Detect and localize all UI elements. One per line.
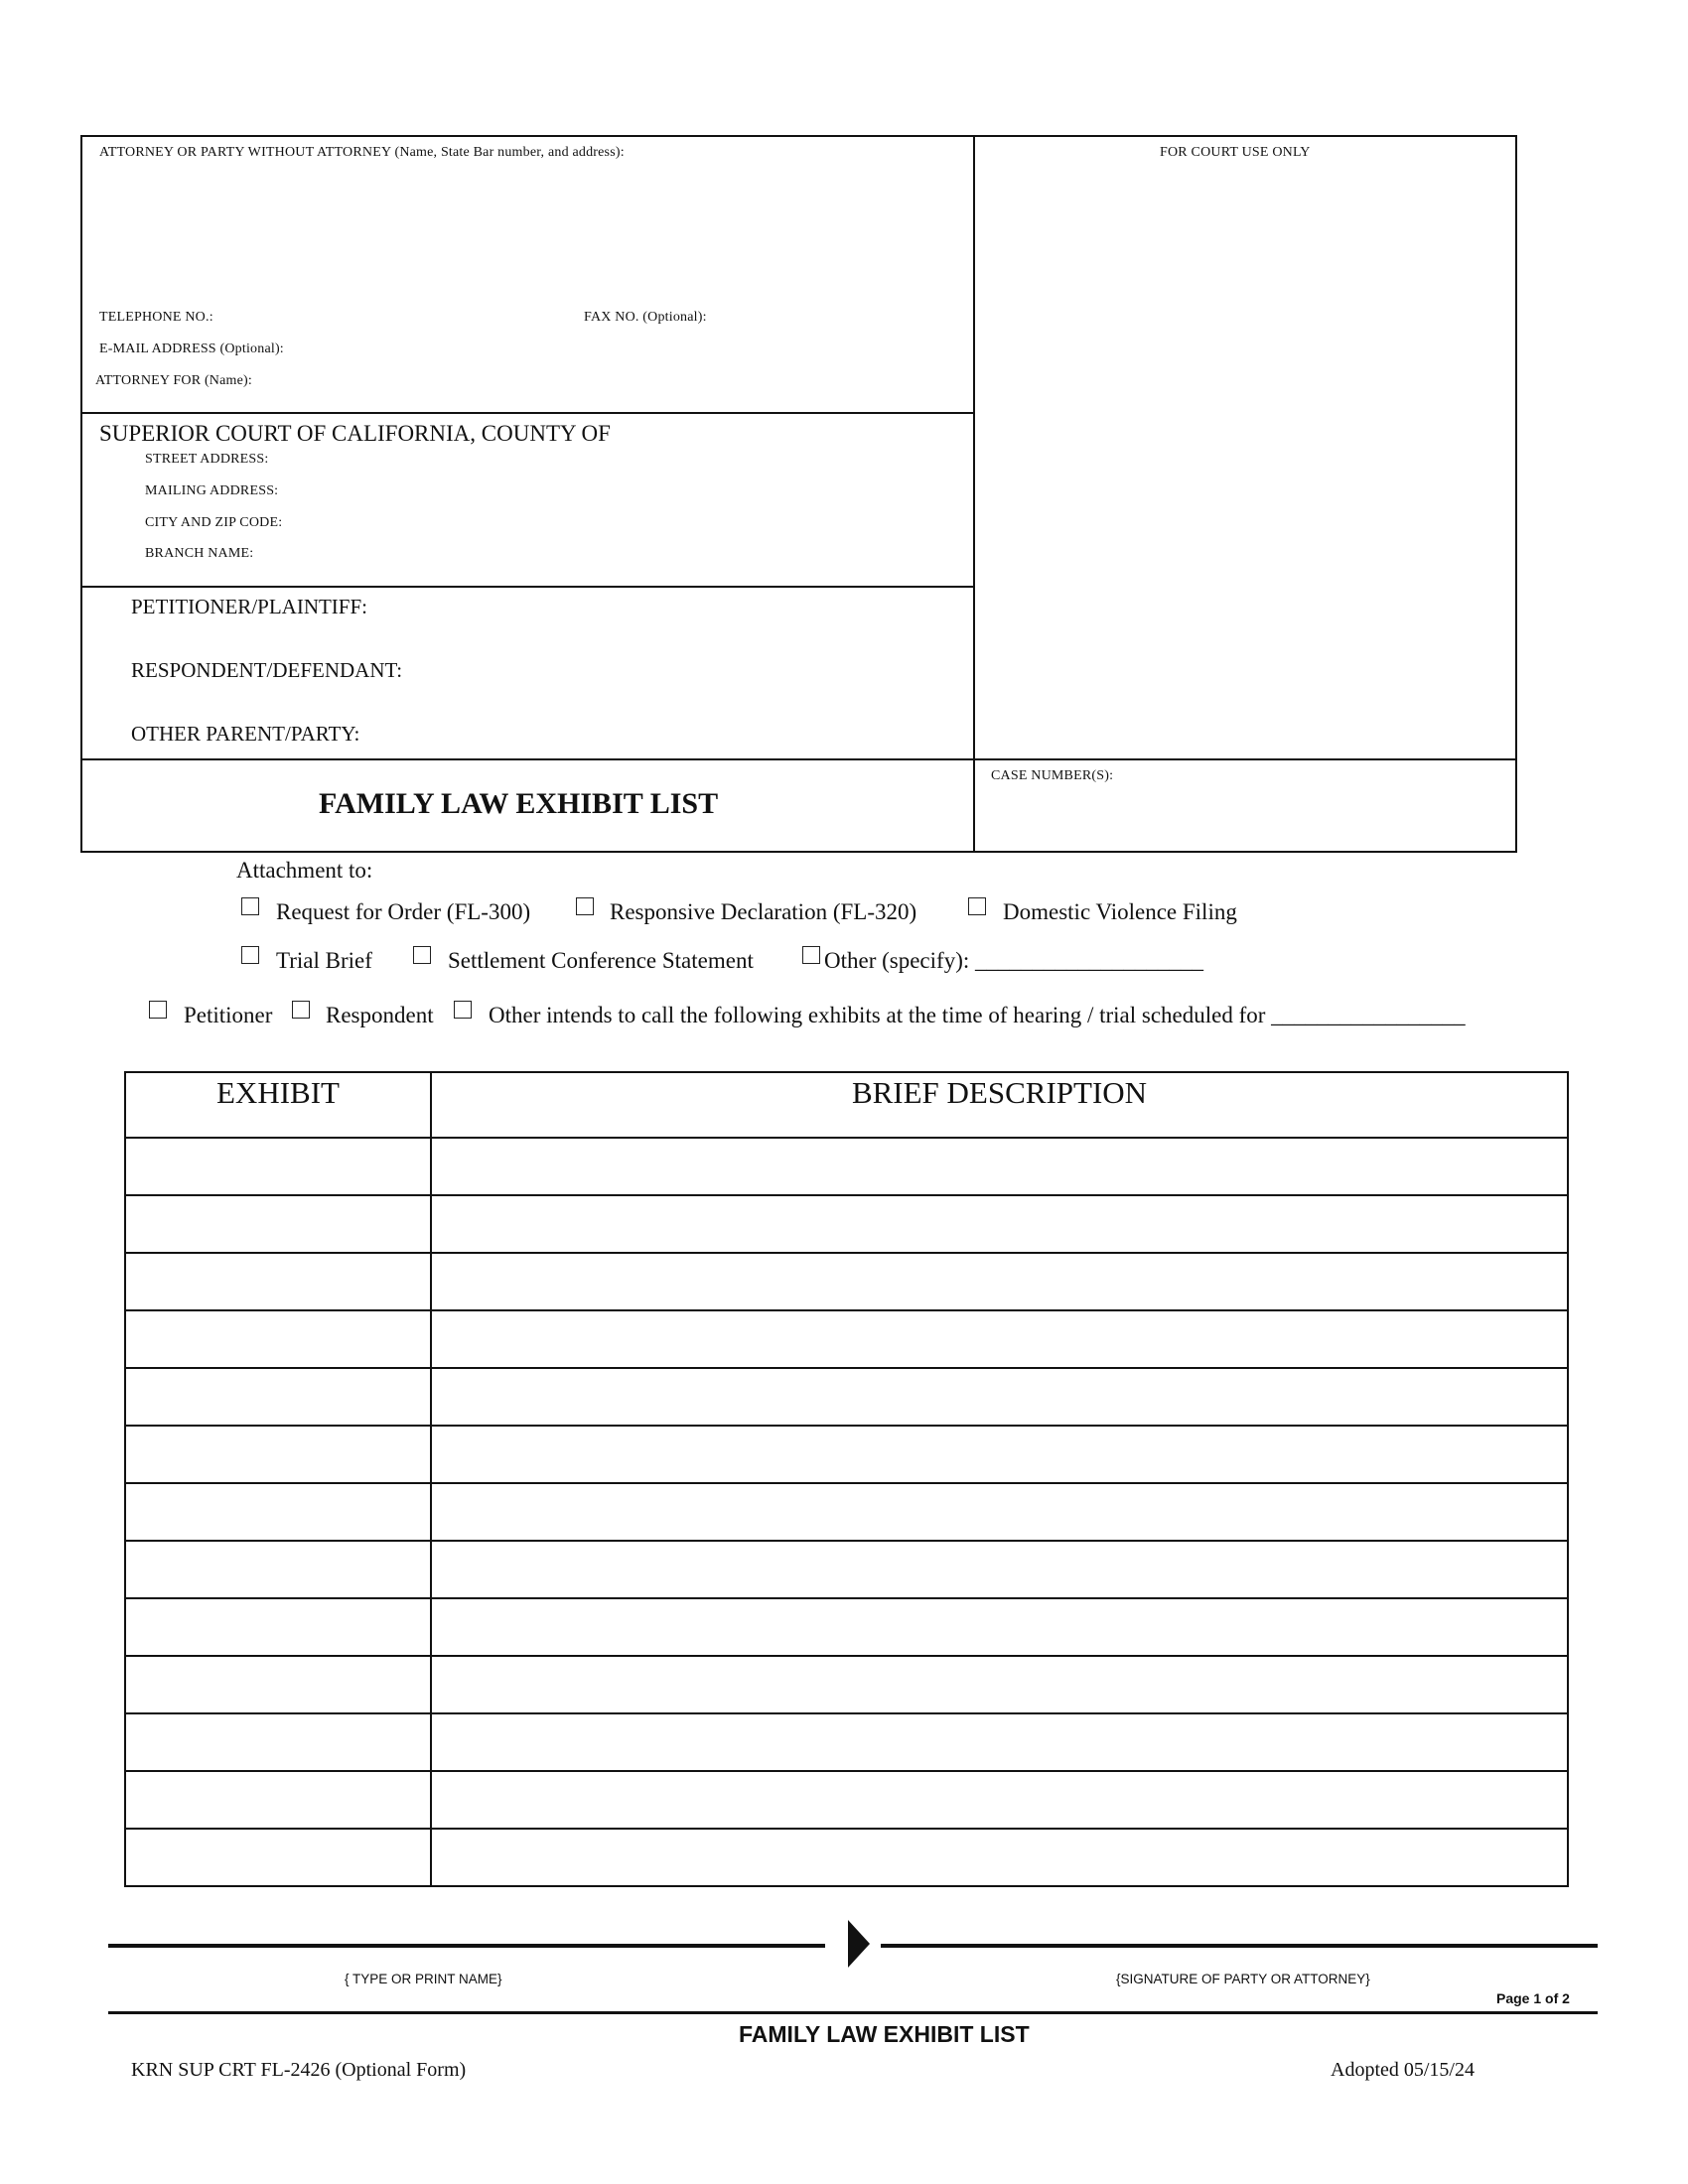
footer-title: FAMILY LAW EXHIBIT LIST <box>739 2021 1030 2047</box>
type-name-label: { TYPE OR PRINT NAME} <box>345 1972 502 1986</box>
exhibit-cell[interactable] <box>125 1310 431 1368</box>
exhibit-cell[interactable] <box>125 1829 431 1886</box>
exhibit-cell[interactable] <box>125 1713 431 1771</box>
description-cell[interactable] <box>431 1138 1568 1195</box>
checkbox-domestic-violence[interactable] <box>968 897 986 915</box>
option-settlement-conference: Settlement Conference Statement <box>448 948 754 973</box>
checkbox-responsive-declaration[interactable] <box>576 897 594 915</box>
checkbox-trial-brief[interactable] <box>241 946 259 964</box>
table-row <box>125 1771 1568 1829</box>
checkbox-other-specify[interactable] <box>802 946 820 964</box>
intent-respondent: Respondent <box>326 1003 434 1027</box>
attorney-label: ATTORNEY OR PARTY WITHOUT ATTORNEY (Name, State Bar number, and address): <box>99 145 625 160</box>
case-number-label: CASE NUMBER(S): <box>991 768 1114 783</box>
description-cell[interactable] <box>431 1483 1568 1541</box>
footer-rule <box>108 2011 1598 2014</box>
description-cell[interactable] <box>431 1310 1568 1368</box>
description-cell[interactable] <box>431 1253 1568 1310</box>
checkbox-request-for-order[interactable] <box>241 897 259 915</box>
table-row <box>125 1656 1568 1713</box>
description-cell[interactable] <box>431 1771 1568 1829</box>
checkbox-other-party[interactable] <box>454 1001 472 1019</box>
option-trial-brief: Trial Brief <box>276 948 372 973</box>
adopted-date: Adopted 05/15/24 <box>1331 2059 1475 2081</box>
exhibit-cell[interactable] <box>125 1483 431 1541</box>
branch-name-label: BRANCH NAME: <box>145 546 254 561</box>
telephone-label: TELEPHONE NO.: <box>99 310 213 325</box>
caption-divider-court <box>80 586 974 588</box>
caption-divider-attorney <box>80 412 974 414</box>
header-brief-description: BRIEF DESCRIPTION <box>431 1072 1568 1138</box>
name-line <box>108 1944 825 1948</box>
header-exhibit: EXHIBIT <box>125 1072 431 1138</box>
checkbox-petitioner[interactable] <box>149 1001 167 1019</box>
option-domestic-violence: Domestic Violence Filing <box>1003 899 1237 924</box>
table-row <box>125 1253 1568 1310</box>
caption-divider-parties <box>80 758 1517 760</box>
checkbox-settlement-conference[interactable] <box>413 946 431 964</box>
court-use-label: FOR COURT USE ONLY <box>1160 145 1311 160</box>
description-cell[interactable] <box>431 1195 1568 1253</box>
option-other-specify[interactable]: Other (specify): ____________________ <box>824 948 1203 973</box>
table-row <box>125 1713 1568 1771</box>
table-row <box>125 1541 1568 1598</box>
table-row <box>125 1138 1568 1195</box>
exhibit-cell[interactable] <box>125 1656 431 1713</box>
exhibit-cell[interactable] <box>125 1426 431 1483</box>
exhibit-cell[interactable] <box>125 1771 431 1829</box>
checkbox-respondent[interactable] <box>292 1001 310 1019</box>
table-row <box>125 1483 1568 1541</box>
description-cell[interactable] <box>431 1541 1568 1598</box>
form-id: KRN SUP CRT FL-2426 (Optional Form) <box>131 2059 467 2081</box>
exhibit-cell[interactable] <box>125 1598 431 1656</box>
description-cell[interactable] <box>431 1368 1568 1426</box>
signature-arrow-icon <box>846 1918 872 1970</box>
email-label: E-MAIL ADDRESS (Optional): <box>99 341 284 356</box>
court-name: SUPERIOR COURT OF CALIFORNIA, COUNTY OF <box>99 421 611 446</box>
option-responsive-declaration: Responsive Declaration (FL-320) <box>610 899 917 924</box>
signature-label: {SIGNATURE OF PARTY OR ATTORNEY} <box>1116 1972 1370 1986</box>
exhibit-cell[interactable] <box>125 1368 431 1426</box>
signature-line[interactable] <box>881 1944 1598 1948</box>
petitioner-label: PETITIONER/PLAINTIFF: <box>131 595 367 618</box>
table-row <box>125 1426 1568 1483</box>
fax-label: FAX NO. (Optional): <box>584 310 707 325</box>
exhibit-cell[interactable] <box>125 1195 431 1253</box>
intent-petitioner: Petitioner <box>184 1003 273 1027</box>
respondent-label: RESPONDENT/DEFENDANT: <box>131 658 403 682</box>
table-row <box>125 1195 1568 1253</box>
exhibit-cell[interactable] <box>125 1253 431 1310</box>
table-row <box>125 1829 1568 1886</box>
description-cell[interactable] <box>431 1713 1568 1771</box>
page-number: Page 1 of 2 <box>1496 1990 1570 2006</box>
table-row <box>125 1598 1568 1656</box>
exhibit-table <box>124 1071 1569 1887</box>
street-address-label: STREET ADDRESS: <box>145 452 269 467</box>
description-cell[interactable] <box>431 1598 1568 1656</box>
caption-vertical-divider <box>973 135 975 853</box>
mailing-address-label: MAILING ADDRESS: <box>145 483 279 498</box>
exhibit-cell[interactable] <box>125 1541 431 1598</box>
attachment-label: Attachment to: <box>236 858 373 883</box>
option-request-for-order: Request for Order (FL-300) <box>276 899 531 924</box>
form-title: FAMILY LAW EXHIBIT LIST <box>319 787 719 820</box>
other-parent-label: OTHER PARENT/PARTY: <box>131 722 360 746</box>
city-zip-label: CITY AND ZIP CODE: <box>145 515 283 530</box>
attorney-for-label: ATTORNEY FOR (Name): <box>95 373 252 388</box>
description-cell[interactable] <box>431 1656 1568 1713</box>
description-cell[interactable] <box>431 1426 1568 1483</box>
exhibit-cell[interactable] <box>125 1138 431 1195</box>
table-row <box>125 1368 1568 1426</box>
table-row <box>125 1310 1568 1368</box>
description-cell[interactable] <box>431 1829 1568 1886</box>
intent-other[interactable]: Other intends to call the following exhibits at the time of hearing / trial scheduled for _________________ <box>489 1003 1466 1027</box>
